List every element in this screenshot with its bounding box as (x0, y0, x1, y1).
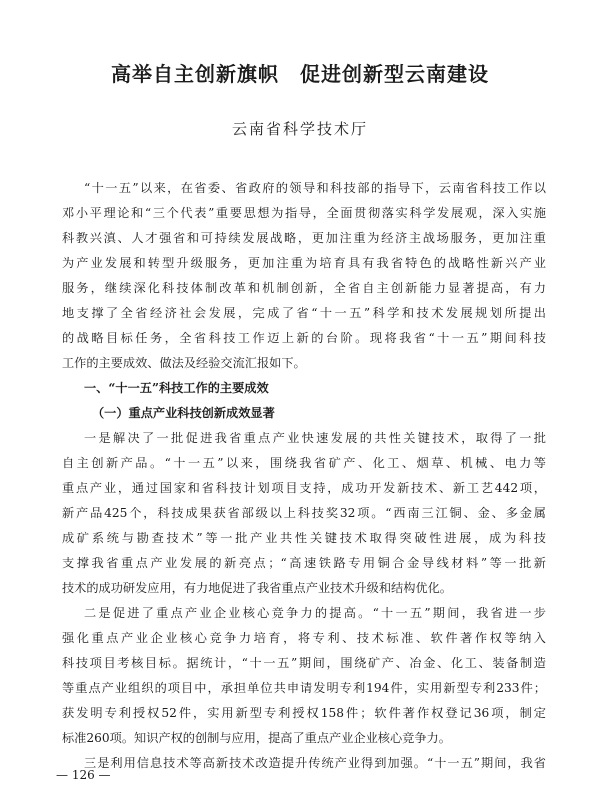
body-line: 为产业发展和转型升级服务，更加注重为培育具有我省特色的战略性新兴产业 (62, 256, 546, 270)
page-number: — 126 — (56, 768, 111, 782)
body-line: 地支撑了全省经济社会发展，完成了省“十一五”科学和技术发展规划所提出 (62, 306, 546, 320)
body-line: 重点产业，通过国家和省科技计划项目支持，成功开发新技术、新工艺442项， (62, 481, 546, 495)
body-line: 科技项目考核目标。据统计，“十一五”期间，围绕矿产、冶金、化工、装备制造 (62, 656, 546, 670)
article-title: 高举自主创新旗帜 促进创新型云南建设 (111, 62, 489, 86)
body-line: 二是促进了重点产业企业核心竞争力的提高。“十一五”期间，我省进一步 (84, 606, 546, 620)
article-author: 云南省科学技术厅 (231, 120, 368, 138)
body-line: 邓小平理论和“三个代表”重要思想为指导，全面贯彻落实科学发展观，深入实施 (62, 206, 546, 220)
body-line: 技术的成功研发应用，有力地促进了我省重点产业技术升级和结构优化。 (62, 581, 452, 595)
body-line: 自主创新产品。“十一五”以来，围绕我省矿产、化工、烟草、机械、电力等 (62, 456, 546, 470)
body-line: 支撑我省重点产业发展的新亮点；“高速铁路专用铜合金导线材料”等一批新 (62, 556, 546, 570)
body-line: 标准260项。知识产权的创制与应用，提高了重点产业企业核心竞争力。 (62, 731, 451, 745)
body-line: 一是解决了一批促进我省重点产业快速发展的共性关键技术，取得了一批 (84, 431, 546, 445)
body-line: 成矿系统与勘查技术”等一批产业共性关键技术取得突破性进展，成为科技 (62, 531, 546, 545)
body-line: “十一五”以来，在省委、省政府的领导和科技部的指导下，云南省科技工作以 (84, 181, 546, 195)
article-body (62, 176, 546, 776)
body-line: 强化重点产业企业核心竞争力培育，将专利、技术标准、软件著作权等纳入 (62, 631, 546, 645)
body-line: 的战略目标任务，全省科技工作迈上新的台阶。现将我省“十一五”期间科技 (62, 331, 546, 345)
body-line: 三是利用信息技术等高新技术改造提升传统产业得到加强。“十一五”期间，我省 (84, 756, 546, 770)
body-line: 等重点产业组织的项目中，承担单位共申请发明专利194件，实用新型专利233件； (62, 681, 546, 695)
subsection-heading: （一）重点产业科技创新成效显著 (92, 406, 275, 420)
section-heading: 一、“十一五”科技工作的主要成效 (84, 381, 269, 395)
body-line: 获发明专利授权52件，实用新型专利授权158件；软件著作权登记36项，制定 (62, 706, 546, 720)
body-line: 工作的主要成效、做法及经验交流汇报如下。 (62, 356, 306, 370)
body-line: 科教兴滇、人才强省和可持续发展战略，更加注重为经济主战场服务，更加注重 (62, 231, 546, 245)
body-line: 新产品425个，科技成果获省部级以上科技奖32项。“西南三江铜、金、多金属 (62, 506, 546, 520)
body-line: 服务，继续深化科技体制改革和机制创新，全省自主创新能力显著提高，有力 (62, 281, 546, 295)
